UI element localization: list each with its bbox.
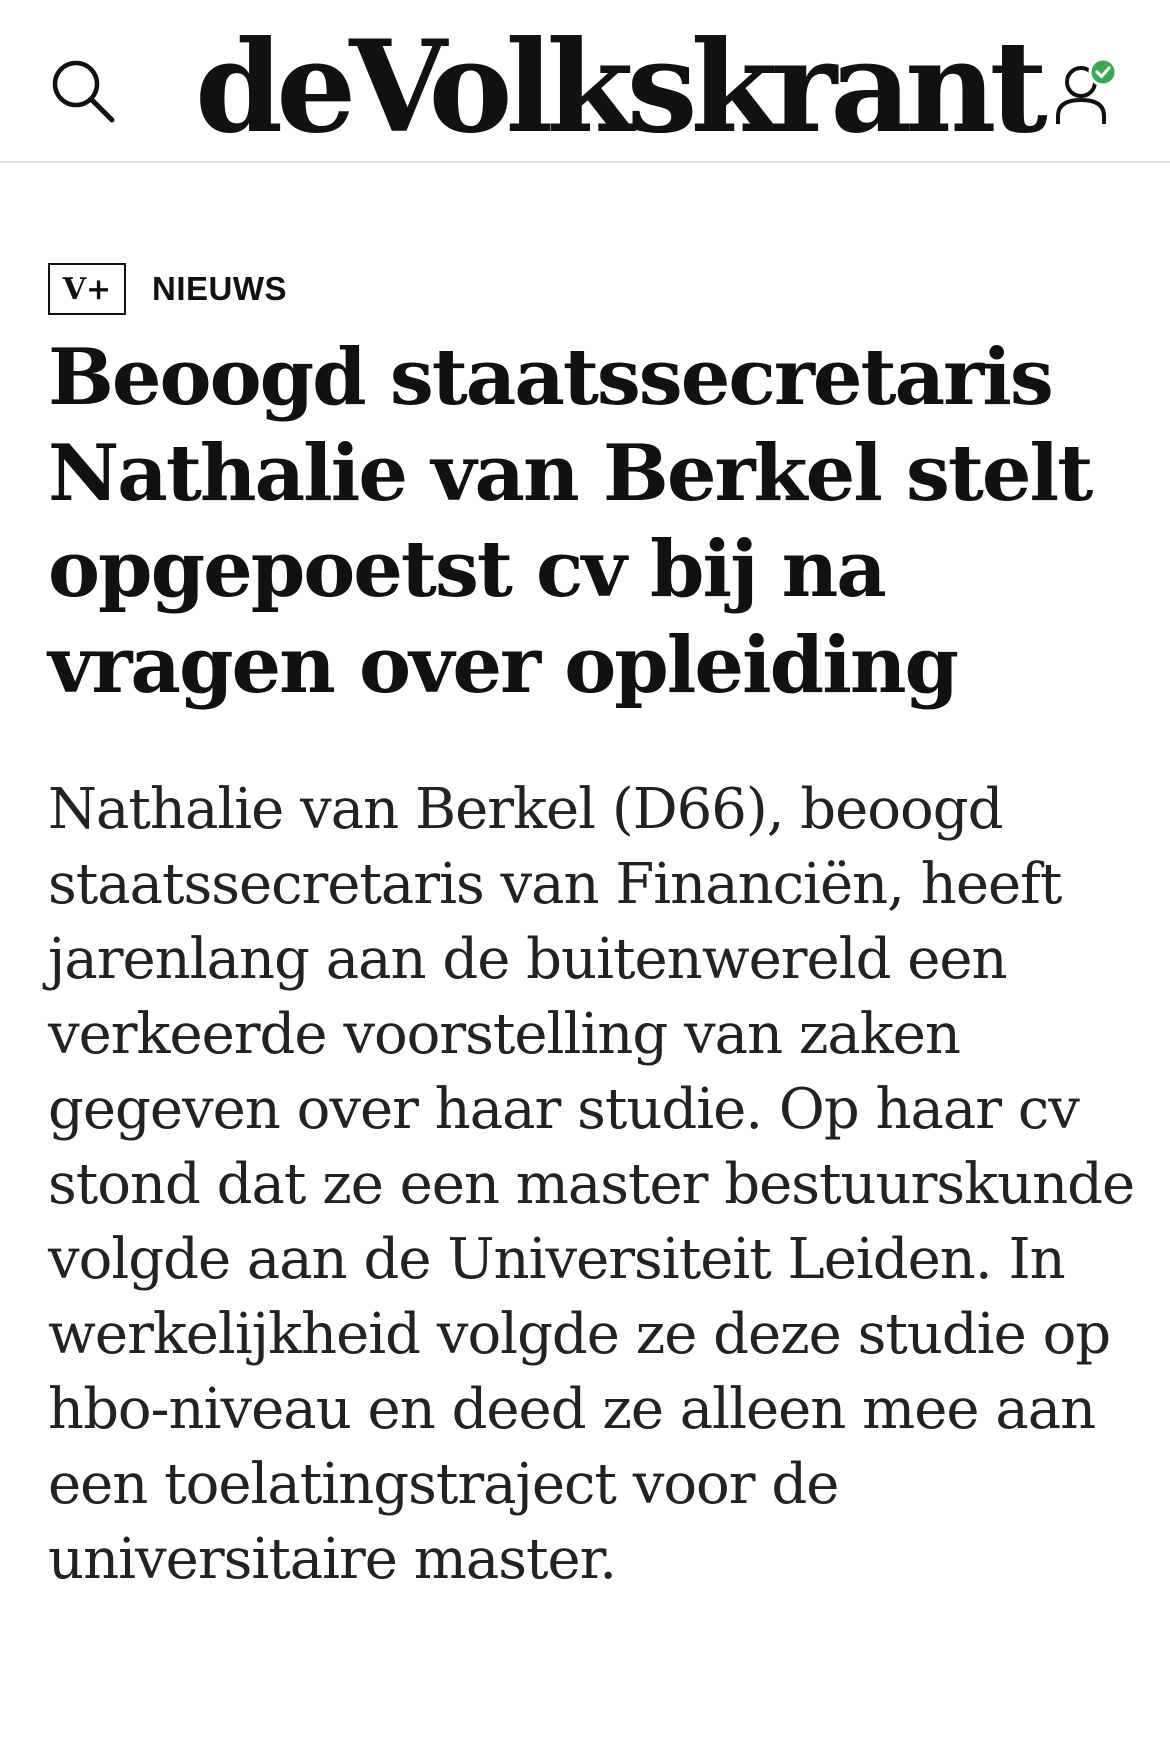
user-icon	[1052, 58, 1122, 128]
account-button[interactable]	[1052, 58, 1122, 128]
article-headline: Beoogd staatssecretaris Nathalie van Berkel stelt opgepoetst cv bij na vragen over opleiding	[48, 332, 1092, 711]
article-meta	[48, 262, 287, 316]
article-intro: Nathalie van Berkel (D66), beoogd staatssecretaris van Financiën, heeft jarenlang aan de buitenwereld een verkeerde voorstelling van zaken gegeven over haar studie. Op haar cv stond dat ze een master bestuurskunde volgde aan de Universiteit Leiden. In werkelijkheid volgde ze deze studie op hbo-niveau en deed ze alleen mee aan een toelatingstraject voor de universitaire master.	[48, 777, 1135, 1592]
section-label[interactable]: NIEUWS	[152, 270, 287, 307]
site-logo[interactable]: deVolkskrant	[195, 13, 1041, 161]
search-icon	[50, 58, 116, 124]
search-button[interactable]	[50, 58, 116, 124]
site-header	[0, 0, 1170, 163]
logged-in-status-dot	[1090, 59, 1116, 85]
premium-badge: V+	[48, 263, 126, 315]
